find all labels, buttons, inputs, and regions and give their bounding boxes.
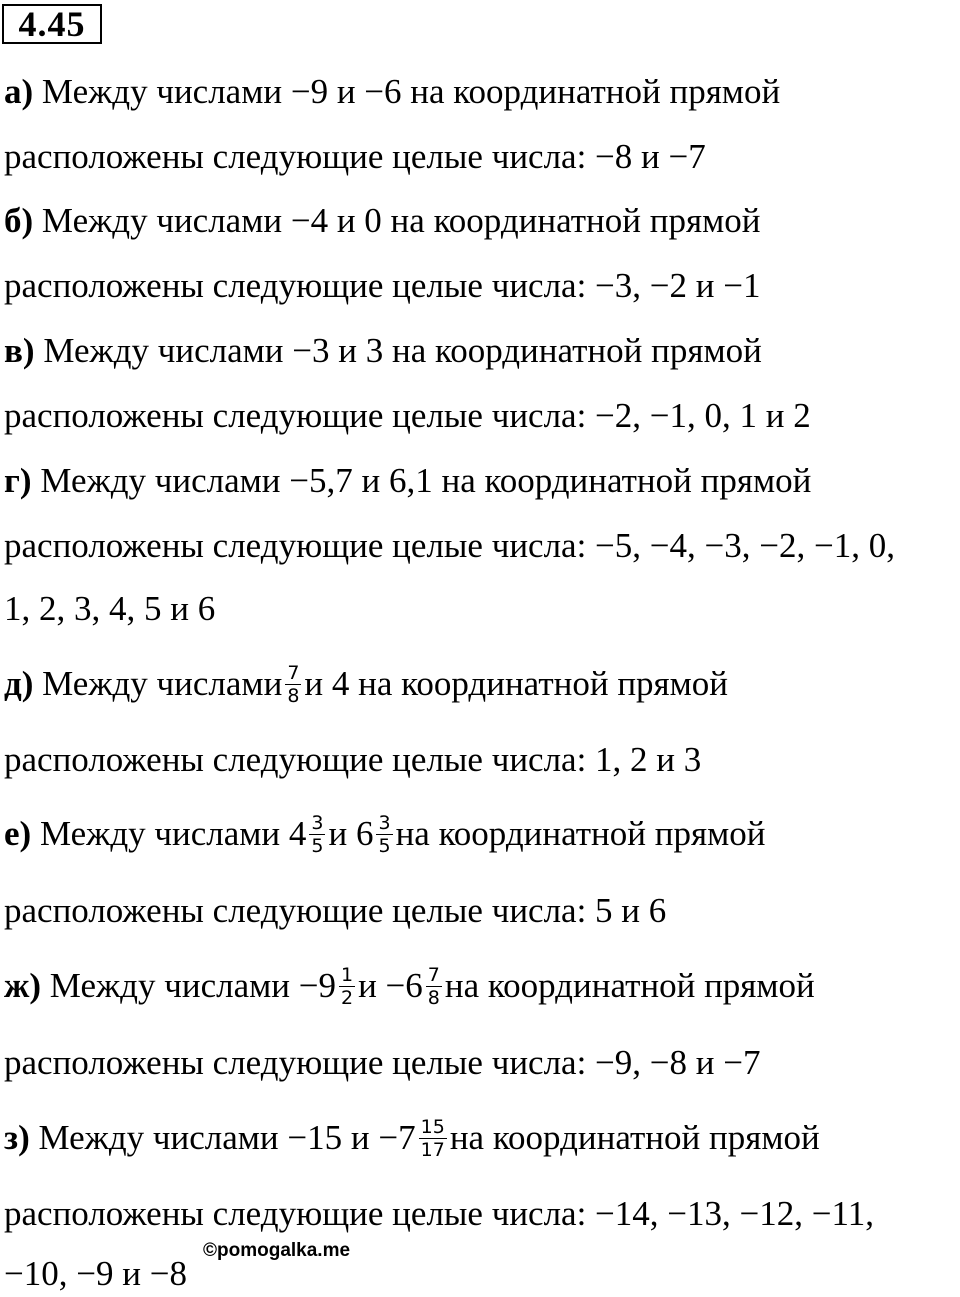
part-a-line-1 (4, 70, 780, 114)
part-b-text-2: расположены следующие целые числа: −3, −2 и −1 (4, 266, 761, 305)
part-e-line-1 (4, 812, 765, 856)
fraction-numerator: 15 (420, 1116, 445, 1139)
fraction-numerator: 7 (287, 662, 300, 685)
part-g-text-1: Между числами −5,7 и 6,1 на координатной прямой (40, 461, 812, 500)
part-zh-text-1c: на координатной прямой (444, 966, 815, 1005)
part-zh-text-2: расположены следующие целые числа: −9, −8 и −7 (4, 1043, 761, 1082)
part-zh-line-1 (4, 964, 815, 1008)
part-z-text-1b: на координатной прямой (449, 1118, 820, 1157)
part-b-line-2 (4, 264, 761, 308)
fraction-denominator: 8 (287, 685, 300, 708)
part-z-line-1 (4, 1116, 820, 1160)
part-d-label: д) (4, 664, 34, 703)
part-d-line-1 (4, 662, 728, 706)
fraction-denominator: 5 (378, 835, 391, 858)
part-d-fraction-1 (285, 663, 301, 706)
part-e-text-1b: и 6 (328, 814, 374, 853)
part-a-line-2 (4, 135, 706, 179)
fraction-numerator: 1 (340, 964, 354, 987)
part-z-line-2 (4, 1192, 874, 1236)
part-zh-label: ж) (4, 966, 42, 1005)
part-b-text-1: Между числами −4 и 0 на координатной прямой (41, 201, 761, 240)
part-g-line-3 (4, 587, 215, 631)
part-z-fraction-1 (419, 1117, 447, 1160)
fraction-numerator: 7 (427, 964, 440, 987)
part-v-text-1: Между числами −3 и 3 на координатной прямой (43, 331, 762, 370)
part-z-text-3: −10, −9 и −8 (4, 1254, 187, 1293)
part-z-label: з) (4, 1118, 30, 1157)
fraction-numerator: 3 (311, 812, 324, 835)
part-zh-text-1a: Между числами −9 (49, 966, 336, 1005)
part-e-text-2: расположены следующие целые числа: 5 и 6 (4, 891, 667, 930)
part-g-text-2: расположены следующие целые числа: −5, −4, −3, −2, −1, 0, (4, 526, 895, 565)
part-zh-text-1b: и −6 (358, 966, 423, 1005)
part-z-line-3 (4, 1252, 187, 1296)
part-zh-line-2 (4, 1041, 761, 1085)
part-d-text-1a: Между числами (42, 664, 283, 703)
fraction-denominator: 17 (420, 1139, 445, 1162)
part-a-text-1: Между числами −9 и −6 на координатной прямой (41, 72, 781, 111)
part-a-label: а) (4, 72, 34, 111)
watermark: ©pomogalka.me (203, 1240, 351, 1261)
part-z-text-2: расположены следующие целые числа: −14, −13, −12, −11, (4, 1194, 874, 1233)
part-v-line-1 (4, 329, 762, 373)
fraction-denominator: 2 (340, 987, 354, 1010)
part-g-line-2 (4, 524, 895, 568)
part-z-text-1a: Между числами −15 и −7 (38, 1118, 416, 1157)
part-v-label: в) (4, 331, 35, 370)
part-zh-fraction-2 (426, 965, 442, 1008)
part-d-line-2 (4, 738, 701, 782)
part-g-text-3: 1, 2, 3, 4, 5 и 6 (4, 589, 216, 628)
part-g-line-1 (4, 459, 811, 503)
part-d-text-1b: и 4 на координатной прямой (304, 664, 729, 703)
part-e-fraction-1 (309, 813, 325, 856)
task-number: 4.45 (2, 4, 102, 44)
part-e-label: е) (4, 814, 32, 853)
part-e-text-1a: Между числами 4 (39, 814, 307, 853)
part-e-text-1c: на координатной прямой (395, 814, 766, 853)
fraction-denominator: 8 (427, 987, 440, 1010)
part-d-text-2: расположены следующие целые числа: 1, 2 и 3 (4, 740, 702, 779)
part-zh-fraction-1 (339, 965, 355, 1008)
fraction-denominator: 5 (311, 835, 324, 858)
part-v-text-2: расположены следующие целые числа: −2, −1, 0, 1 и 2 (4, 396, 811, 435)
part-v-line-2 (4, 394, 811, 438)
part-g-label: г) (4, 461, 32, 500)
part-e-line-2 (4, 889, 666, 933)
part-e-fraction-2 (376, 813, 392, 856)
fraction-numerator: 3 (378, 812, 391, 835)
part-b-line-1 (4, 199, 760, 243)
part-a-text-2: расположены следующие целые числа: −8 и −7 (4, 137, 706, 176)
part-b-label: б) (4, 201, 34, 240)
